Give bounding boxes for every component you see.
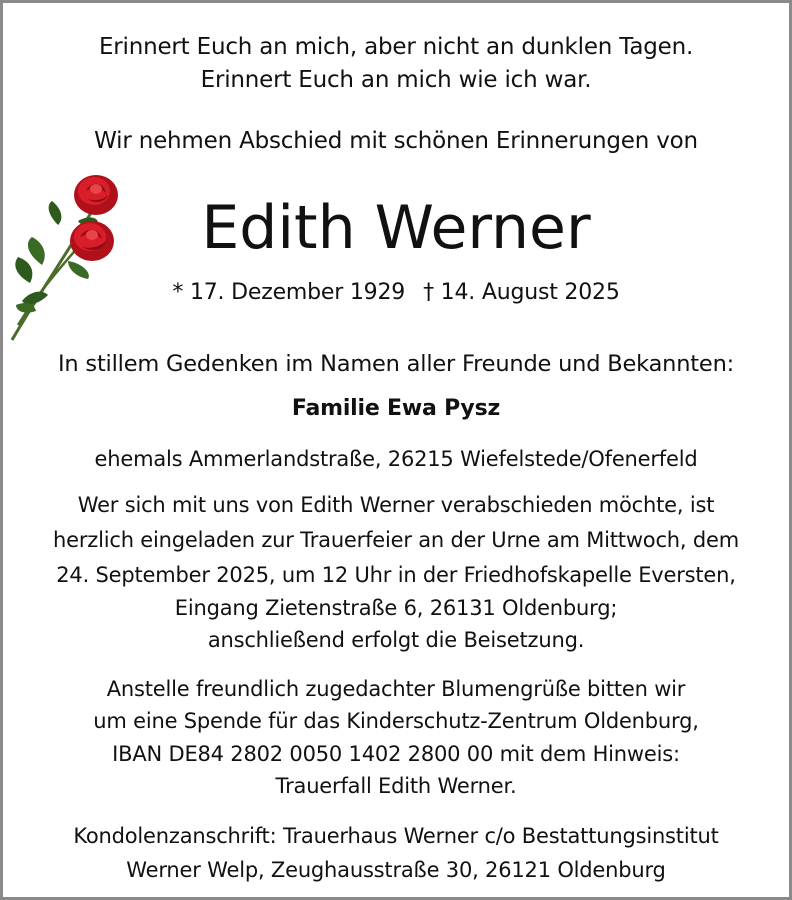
ceremony-line: anschließend erfolgt die Beisetzung. (207, 628, 585, 652)
birth-date: * 17. Dezember 1929 (172, 280, 406, 305)
life-dates (0, 280, 792, 306)
quote-line-2: Erinnert Euch an mich wie ich war. (200, 67, 592, 93)
mourners-intro: In stillem Gedenken im Namen aller Freunde und Bekannten: (57, 351, 735, 377)
ceremony-line: Eingang Zietenstraße 6, 26131 Oldenburg; (174, 596, 618, 620)
ceremony-line: Wer sich mit uns von Edith Werner verabschieden möchte, ist (77, 493, 715, 517)
donation-line: IBAN DE84 2802 0050 1402 2800 00 mit dem Hinweis: (112, 742, 680, 766)
death-date: † 14. August 2025 (423, 280, 620, 305)
ceremony-line: herzlich eingeladen zur Trauerfeier an der Urne am Mittwoch, dem (53, 528, 739, 552)
deceased-name: Edith Werner (201, 193, 591, 263)
condolence-line: Kondolenzanschrift: Trauerhaus Werner c/o Bestattungsinstitut (73, 824, 719, 848)
donation-line: Trauerfall Edith Werner. (275, 774, 517, 798)
intro-text: Wir nehmen Abschied mit schönen Erinnerungen von (94, 128, 698, 154)
quote-line-1: Erinnert Euch an mich, aber nicht an dunklen Tagen. (98, 34, 694, 60)
condolence-line: Werner Welp, Zeughausstraße 30, 26121 Oldenburg (126, 858, 666, 882)
family-name: Familie Ewa Pysz (291, 396, 501, 421)
ceremony-line: 24. September 2025, um 12 Uhr in der Friedhofskapelle Eversten, (56, 563, 736, 587)
donation-line: Anstelle freundlich zugedachter Blumengrüße bitten wir (106, 677, 686, 701)
donation-line: um eine Spende für das Kinderschutz-Zentrum Oldenburg, (93, 709, 699, 733)
former-address: ehemals Ammerlandstraße, 26215 Wiefelstede/Ofenerfeld (94, 447, 698, 471)
